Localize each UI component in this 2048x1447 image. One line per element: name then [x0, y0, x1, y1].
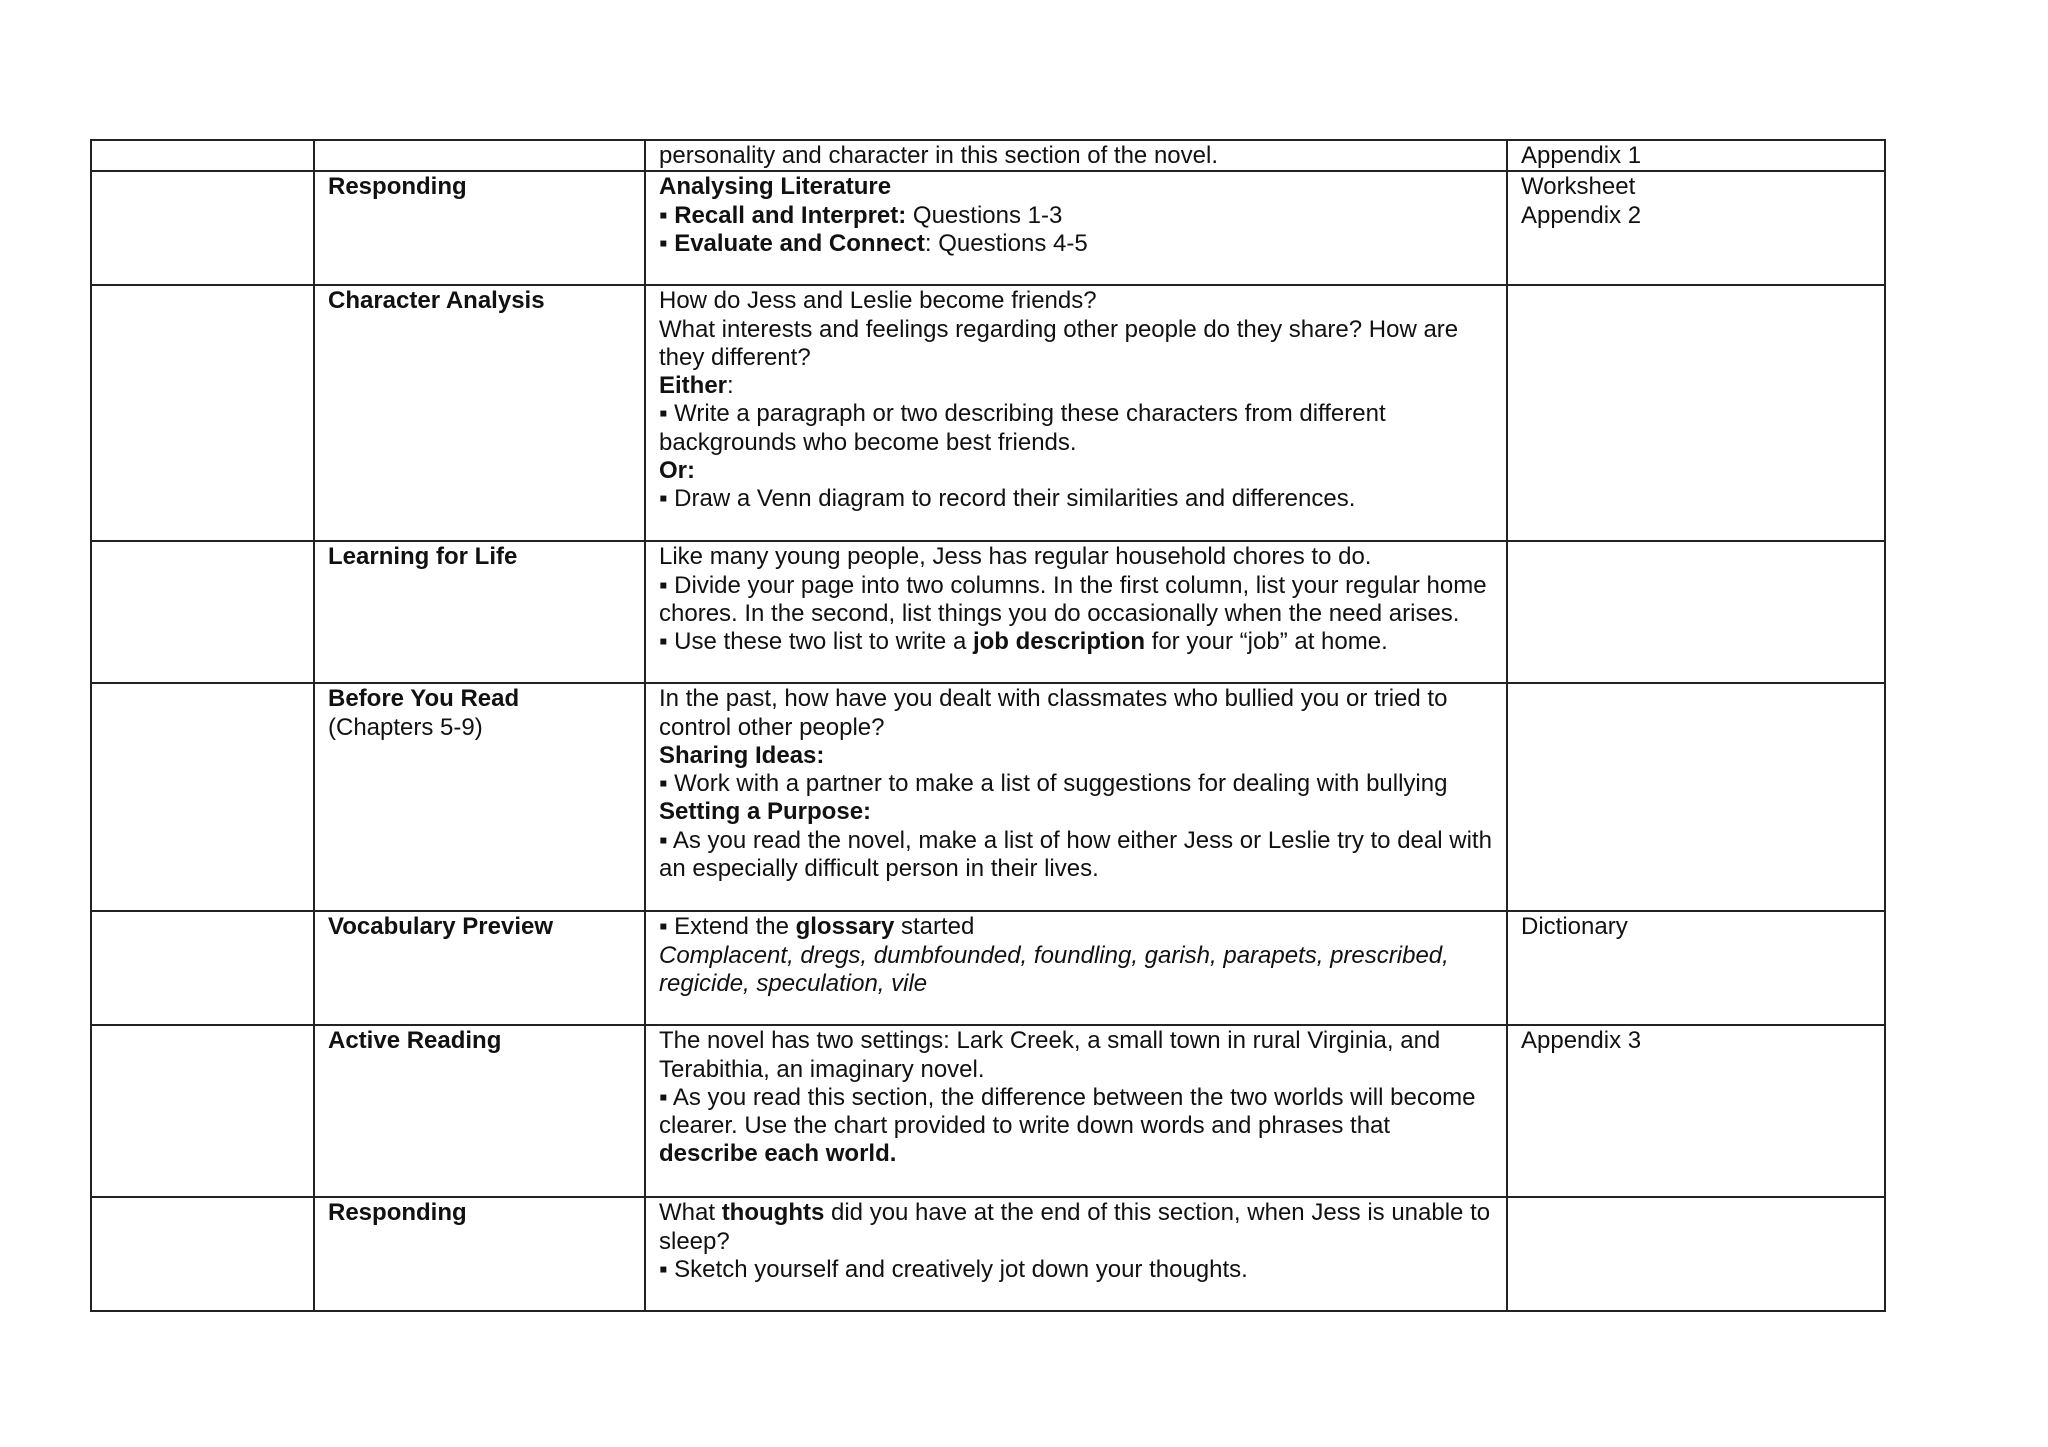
- text-run: Recall and Interpret:: [674, 201, 907, 229]
- week-cell: [91, 140, 314, 171]
- text-run: How do Jess and Leslie become friends?: [659, 287, 1097, 315]
- table-row: [91, 285, 1885, 541]
- activity-cell: [314, 683, 645, 911]
- content-cell: [645, 171, 1507, 285]
- text-run: Questions 1-3: [906, 201, 1063, 229]
- table-row: [91, 140, 1885, 171]
- activity-cell: [314, 1025, 645, 1197]
- text-run: Complacent, dregs, dumbfounded, foundling, garish, parapets, prescribed, regicide, speculation, vile: [659, 941, 1449, 997]
- content-paragraph: [659, 142, 1493, 170]
- content-paragraph: [659, 543, 1493, 571]
- week-cell: [91, 1025, 314, 1197]
- text-run: ▪ Extend the: [659, 913, 796, 941]
- text-run: Like many young people, Jess has regular household chores to do.: [659, 543, 1372, 571]
- content-paragraph: [659, 742, 1493, 770]
- text-run: Or:: [659, 457, 695, 485]
- content-paragraph: [659, 685, 1493, 742]
- table-row: [91, 171, 1885, 285]
- resource-item: Worksheet: [1521, 173, 1636, 201]
- text-run: ▪ Divide your page into two columns. In the first column, list your regular home chores. In the second, list things you do occasionally when the need arises.: [659, 571, 1487, 627]
- table-row: [91, 541, 1885, 683]
- activity-cell: [314, 285, 645, 541]
- content-cell: [645, 140, 1507, 171]
- text-run: ▪: [659, 201, 675, 229]
- week-cell: [91, 911, 314, 1025]
- activity-title: Responding: [328, 173, 467, 201]
- content-paragraph: [659, 400, 1493, 457]
- activity-cell: [314, 140, 645, 171]
- text-run: ▪ Write a paragraph or two describing these characters from different backgrounds who become best friends.: [659, 400, 1386, 456]
- week-cell: [91, 541, 314, 683]
- content-cell: [645, 1025, 1507, 1197]
- activity-cell: [314, 541, 645, 683]
- content-paragraph: [659, 827, 1493, 884]
- text-run: In the past, how have you dealt with classmates who bullied you or tried to control other people?: [659, 685, 1448, 741]
- resources-cell: [1507, 683, 1885, 911]
- text-run: personality and character in this section of the novel.: [659, 142, 1218, 169]
- activity-title: Character Analysis: [328, 287, 545, 315]
- text-run: :: [727, 372, 734, 400]
- resources-cell: [1507, 1025, 1885, 1197]
- content-paragraph: [659, 372, 1493, 400]
- resources-cell: [1507, 541, 1885, 683]
- table-row: [91, 1025, 1885, 1197]
- text-run: Sharing Ideas:: [659, 741, 825, 769]
- text-run: ▪ Work with a partner to make a list of suggestions for dealing with bullying: [659, 770, 1448, 798]
- text-run: The novel has two settings: Lark Creek, a small town in rural Virginia, and Terabithia, an imaginary novel.: [659, 1027, 1441, 1083]
- resource-item: Dictionary: [1521, 913, 1628, 941]
- content-paragraph: [659, 1084, 1493, 1169]
- text-run: job description: [972, 628, 1145, 656]
- content-paragraph: [659, 202, 1493, 230]
- activity-title: Before You Read: [328, 685, 520, 713]
- text-run: Analysing Literature: [659, 173, 892, 201]
- text-run: thoughts: [721, 1199, 825, 1227]
- text-run: glossary: [795, 913, 895, 941]
- text-run: ▪ As you read the novel, make a list of how either Jess or Leslie try to deal with an especially difficult person in their lives.: [659, 826, 1492, 883]
- content-paragraph: [659, 173, 1493, 201]
- content-paragraph: [659, 913, 1493, 941]
- week-cell: [91, 171, 314, 285]
- content-paragraph: [659, 316, 1493, 373]
- text-run: started: [894, 913, 975, 941]
- content-paragraph: [659, 942, 1493, 999]
- content-paragraph: [659, 485, 1493, 513]
- text-run: Either: [659, 372, 728, 400]
- content-paragraph: [659, 1256, 1493, 1284]
- content-paragraph: [659, 628, 1493, 656]
- content-cell: [645, 541, 1507, 683]
- activity-title: Learning for Life: [328, 543, 518, 571]
- content-paragraph: [659, 798, 1493, 826]
- content-cell: [645, 683, 1507, 911]
- resource-item: Appendix 2: [1521, 201, 1642, 229]
- content-cell: [645, 1197, 1507, 1311]
- text-run: describe each world.: [659, 1140, 897, 1168]
- resources-cell: [1507, 911, 1885, 1025]
- text-run: : Questions 4-5: [924, 229, 1088, 257]
- content-paragraph: [659, 457, 1493, 485]
- week-cell: [91, 1197, 314, 1311]
- resources-cell: [1507, 1197, 1885, 1311]
- table-row: [91, 1197, 1885, 1311]
- resources-cell: [1507, 140, 1885, 171]
- resources-cell: [1507, 171, 1885, 285]
- content-paragraph: [659, 770, 1493, 798]
- text-run: ▪: [659, 229, 675, 257]
- activity-title: Responding: [328, 1199, 467, 1227]
- resource-item: Appendix 1: [1521, 142, 1642, 169]
- week-cell: [91, 285, 314, 541]
- table-row: [91, 683, 1885, 911]
- text-run: did you have at the end of this section, when Jess is unable to sleep?: [659, 1199, 1491, 1255]
- content-paragraph: [659, 287, 1493, 315]
- activity-title: Vocabulary Preview: [328, 913, 553, 941]
- lesson-plan-body: [91, 140, 1885, 1311]
- content-paragraph: [659, 1027, 1493, 1084]
- activity-subtitle: (Chapters 5-9): [328, 713, 483, 741]
- content-paragraph: [659, 572, 1493, 629]
- activity-title: Active Reading: [328, 1027, 502, 1055]
- resource-item: Appendix 3: [1521, 1027, 1642, 1055]
- text-run: Evaluate and Connect: [674, 229, 925, 257]
- activity-cell: [314, 171, 645, 285]
- text-run: ▪ Draw a Venn diagram to record their similarities and differences.: [659, 485, 1356, 513]
- text-run: ▪ As you read this section, the difference between the two worlds will become clearer. Use the chart provided to write down words and phrases that: [659, 1083, 1476, 1140]
- text-run: ▪ Use these two list to write a: [659, 628, 973, 656]
- text-run: What interests and feelings regarding other people do they share? How are they different?: [659, 315, 1459, 371]
- resources-cell: [1507, 285, 1885, 541]
- text-run: Setting a Purpose:: [659, 798, 872, 826]
- lesson-plan-table: [90, 139, 1886, 1312]
- table-row: [91, 911, 1885, 1025]
- text-run: ▪ Sketch yourself and creatively jot down your thoughts.: [659, 1255, 1248, 1283]
- text-run: for your “job” at home.: [1144, 628, 1388, 656]
- activity-cell: [314, 911, 645, 1025]
- content-paragraph: [659, 1199, 1493, 1256]
- content-paragraph: [659, 230, 1493, 258]
- content-cell: [645, 911, 1507, 1025]
- week-cell: [91, 683, 314, 911]
- content-cell: [645, 285, 1507, 541]
- text-run: What: [659, 1199, 722, 1227]
- activity-cell: [314, 1197, 645, 1311]
